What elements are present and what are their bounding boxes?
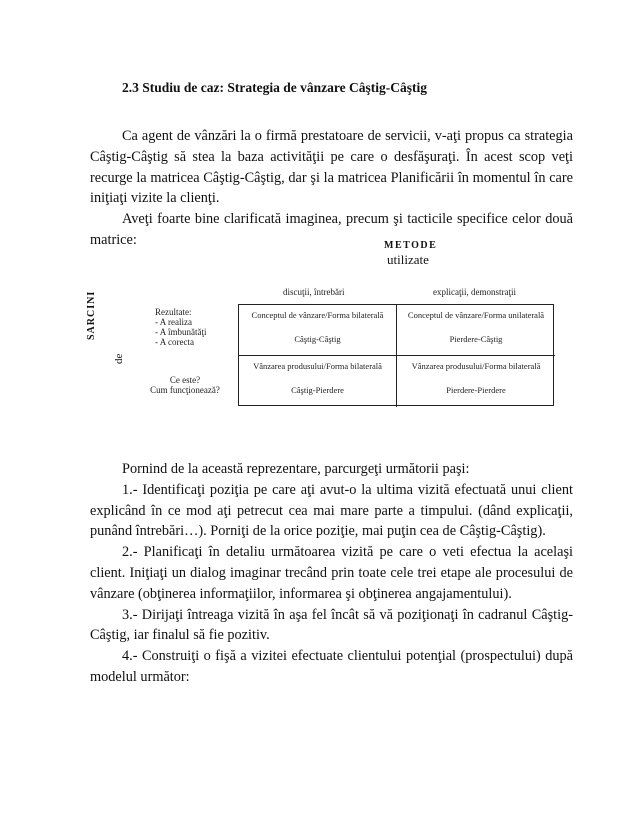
matrix-row-label-questions	[150, 375, 220, 395]
cell-outcome: Pierdere-Pierdere	[446, 385, 506, 395]
row-label-line: - A corecta	[155, 337, 194, 347]
cell-concept: Conceptul de vânzare/Forma bilaterală	[251, 310, 384, 320]
body-paragraph: Pornind de la această reprezentare, parcurgeţi următorii paşi:	[122, 461, 470, 477]
body-paragraph: 3.- Dirijaţi întreaga vizită în aşa fel încât să vă poziţionaţi în cadranul Câştig-Câştig, iar finalul să fie pozitiv.	[90, 606, 573, 644]
matrix-sarcini-label: SARCINI	[86, 290, 97, 340]
intro-paragraph: Aveţi foarte bine clarificată imaginea, precum şi tacticile specifice celor două matrice:	[90, 211, 573, 248]
intro-paragraphs	[90, 126, 573, 251]
matrix-cell	[239, 305, 397, 356]
steps-paragraphs	[90, 459, 573, 688]
matrix-utilizate-label: utilizate	[387, 252, 429, 267]
matrix-column-header: explicaţii, demonstraţii	[433, 287, 516, 297]
cell-outcome: Câştig-Pierdere	[291, 385, 344, 395]
matrix-metode-label: METODE	[384, 240, 438, 251]
row-label-line: - A realiza	[155, 317, 192, 327]
section-heading: 2.3 Studiu de caz: Strategia de vânzare Câştig-Câştig	[122, 80, 427, 95]
matrix-column-header: discuţii, întrebări	[283, 287, 345, 297]
matrix-de-label: de	[113, 353, 125, 364]
row-label-line: - A îmbunătăţi	[155, 327, 207, 337]
matrix-row-label-results	[155, 307, 207, 347]
cell-concept: Vânzarea produsului/Forma bilaterală	[411, 361, 541, 371]
cell-concept: Vânzarea produsului/Forma bilaterală	[253, 361, 382, 371]
cell-outcome: Câştig-Câştig	[294, 334, 341, 344]
win-win-matrix	[238, 304, 554, 406]
row-label-line: Ce este?	[169, 375, 201, 385]
body-paragraph: 2.- Planificaţi în detaliu următoarea vizită pe care o veti efectua la acelaşi client. Iniţiaţi un dialog imaginar trecând prin toate cele trei etape ale procesului de vânzare (obţinerea informaţiilor, informarea şi obţinerea angajamentului).	[90, 544, 573, 602]
row-label-line: Rezultate:	[155, 307, 192, 317]
cell-concept: Conceptul de vânzare/Forma unilaterală	[407, 310, 545, 320]
body-paragraph: 1.- Identificaţi poziţia pe care aţi avut-o la ultima vizită efectuată unui client explicând în ce mod aţi petrecut cea mai mare parte a timpului. (dând explicaţii, punând întrebări…). Porniţi de la orice poziţie, mai puţin cea de Câştig-Câştig).	[90, 481, 573, 540]
matrix-cell	[397, 305, 555, 356]
matrix-cell	[239, 356, 397, 407]
row-label-line: Cum funcţionează?	[150, 385, 220, 395]
matrix-cell	[397, 356, 555, 407]
intro-paragraph: Ca agent de vânzări la o firmă prestatoare de servicii, v-aţi propus ca strategia Câştig-Câştig să stea la baza activităţii pe care o desfăşuraţi. În acest scop veţi recurge la matricea Câştig-Câştig, dar şi la matricea Planificării în momentul în care iniţiaţi vizite la clienţi.	[90, 128, 573, 207]
body-paragraph: 4.- Construiţi o fişă a vizitei efectuate clientului potenţial (prospectului) după modelul următor:	[90, 648, 573, 685]
cell-outcome: Pierdere-Câştig	[449, 334, 503, 344]
